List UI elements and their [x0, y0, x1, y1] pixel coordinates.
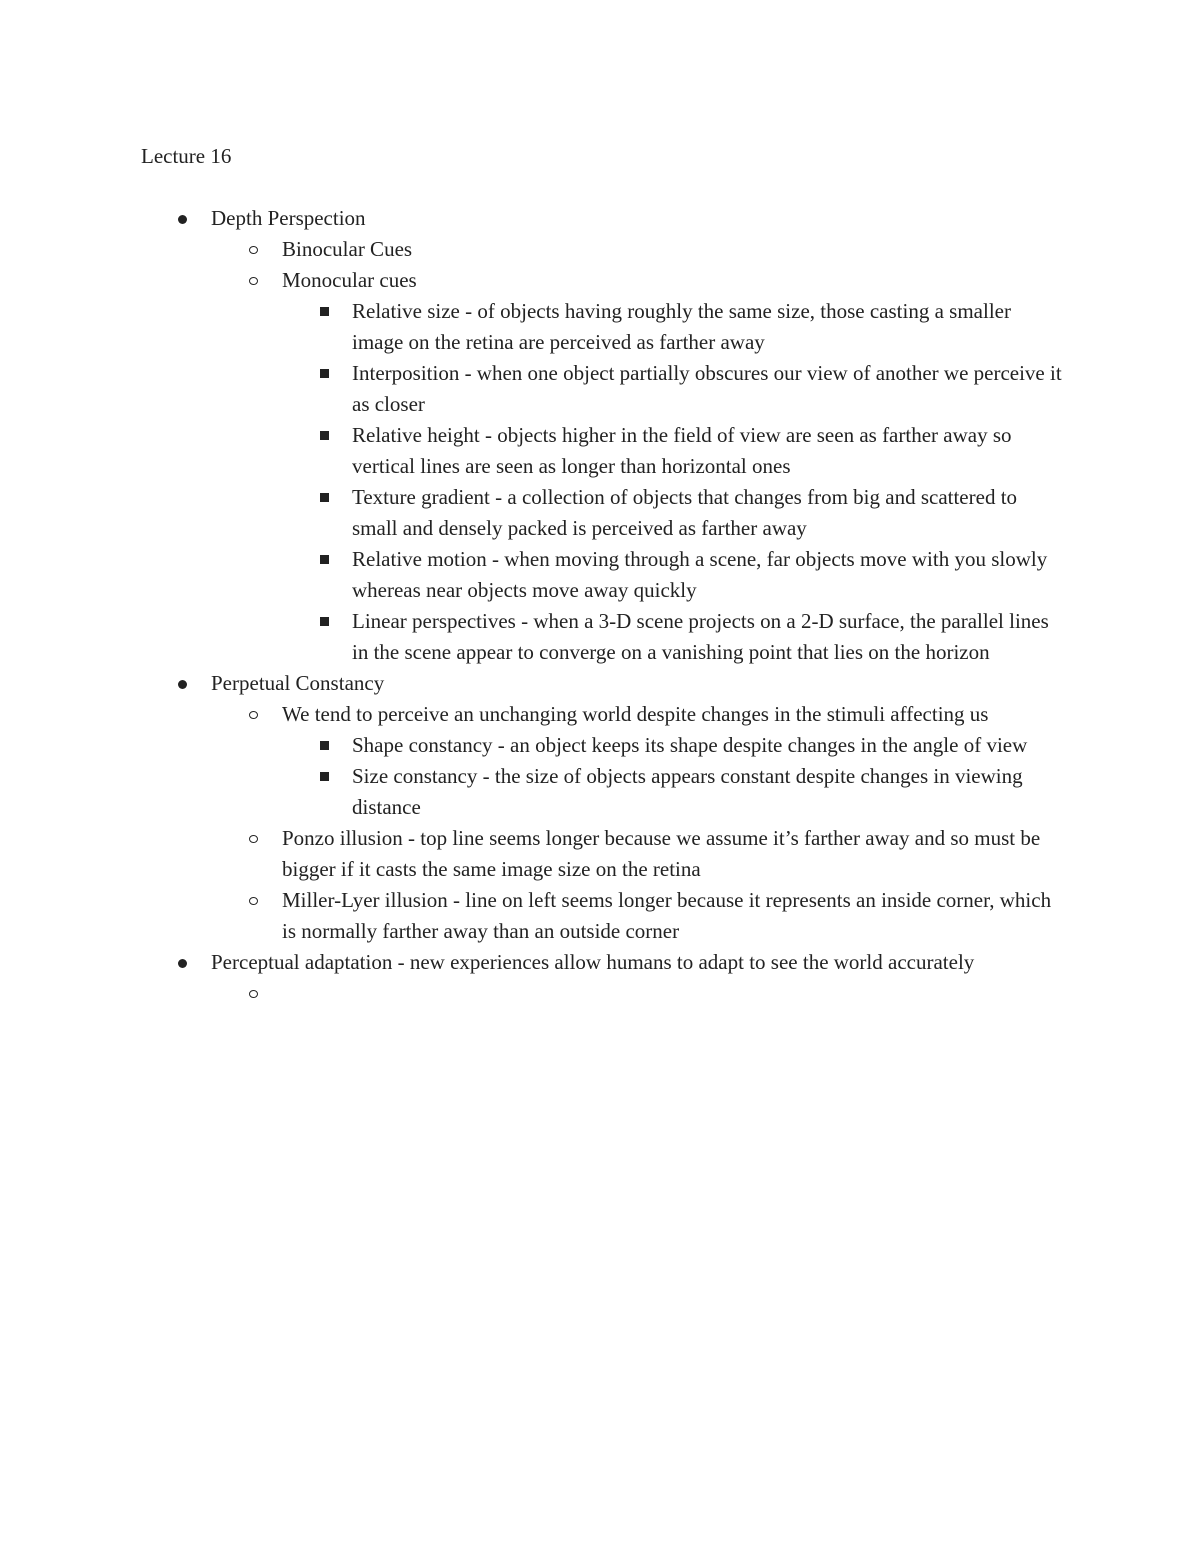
- list-item: [0, 606, 1064, 668]
- list-item: [0, 823, 1062, 885]
- bullet-circle-icon: [249, 277, 258, 285]
- bullet-list: [0, 203, 1200, 1009]
- bullet-circle-icon: [249, 711, 258, 719]
- bullet-square-icon: [320, 555, 329, 564]
- list-item: [0, 761, 1064, 823]
- bullet-circle-icon: [249, 246, 258, 254]
- bullet-square-icon: [320, 741, 329, 750]
- list-item-text: Relative size - of objects having roughly the same size, those casting a smaller image on the retina are perceived as farther away: [352, 299, 1011, 354]
- list-item: [0, 885, 1062, 947]
- bullet-square-icon: [320, 369, 329, 378]
- list-item: [0, 234, 1062, 265]
- list-item-text: Linear perspectives - when a 3-D scene projects on a 2-D surface, the parallel lines in the scene appear to converge on a vanishing point that lies on the horizon: [352, 609, 1049, 664]
- bullet-circle-icon: [249, 897, 258, 905]
- bullet-disc-icon: [178, 959, 187, 968]
- list-item: [0, 296, 1064, 358]
- list-item: [0, 668, 1031, 699]
- bullet-disc-icon: [178, 680, 187, 689]
- list-item-text: Monocular cues: [282, 268, 417, 292]
- list-item-text: Interposition - when one object partially obscures our view of another we perceive it as closer: [352, 361, 1062, 416]
- list-item: [0, 420, 1064, 482]
- list-item-text: Perpetual Constancy: [211, 671, 385, 695]
- bullet-square-icon: [320, 772, 329, 781]
- list-item-text: Relative motion - when moving through a scene, far objects move with you slowly whereas near objects move away quickly: [352, 547, 1048, 602]
- bullet-square-icon: [320, 307, 329, 316]
- list-item: [0, 265, 1062, 296]
- list-item: [0, 978, 1062, 1009]
- list-item: [0, 730, 1064, 761]
- document-title: Lecture 16: [141, 144, 232, 168]
- list-item: [0, 358, 1064, 420]
- list-item: [0, 947, 1031, 978]
- list-item-text: Perceptual adaptation - new experiences allow humans to adapt to see the world accurately: [211, 950, 975, 974]
- bullet-circle-icon: [249, 835, 258, 843]
- bullet-circle-icon: [249, 990, 258, 998]
- list-item-text: We tend to perceive an unchanging world despite changes in the stimuli affecting us: [282, 702, 989, 726]
- list-item-text: Miller-Lyer illusion - line on left seems longer because it represents an inside corner, which is normally farther away than an outside corner: [282, 888, 1052, 943]
- bullet-square-icon: [320, 431, 329, 440]
- list-item-text: Shape constancy - an object keeps its shape despite changes in the angle of view: [352, 733, 1028, 757]
- list-item: [0, 203, 1031, 234]
- list-item-text: Depth Perspection: [211, 206, 366, 230]
- bullet-square-icon: [320, 617, 329, 626]
- list-item-text: Texture gradient - a collection of objects that changes from big and scattered to small and densely packed is perceived as farther away: [352, 485, 1018, 540]
- list-item-text: Binocular Cues: [282, 237, 413, 261]
- bullet-disc-icon: [178, 215, 187, 224]
- bullet-square-icon: [320, 493, 329, 502]
- list-item-text: Size constancy - the size of objects appears constant despite changes in viewing distance: [352, 764, 1023, 819]
- list-item-text: Ponzo illusion - top line seems longer because we assume it’s farther away and so must be bigger if it casts the same image size on the retina: [282, 826, 1041, 881]
- list-item: [0, 699, 1062, 730]
- list-item-text: Relative height - objects higher in the field of view are seen as farther away so vertical lines are seen as longer than horizontal ones: [352, 423, 1012, 478]
- list-item: [0, 544, 1064, 606]
- list-item: [0, 482, 1064, 544]
